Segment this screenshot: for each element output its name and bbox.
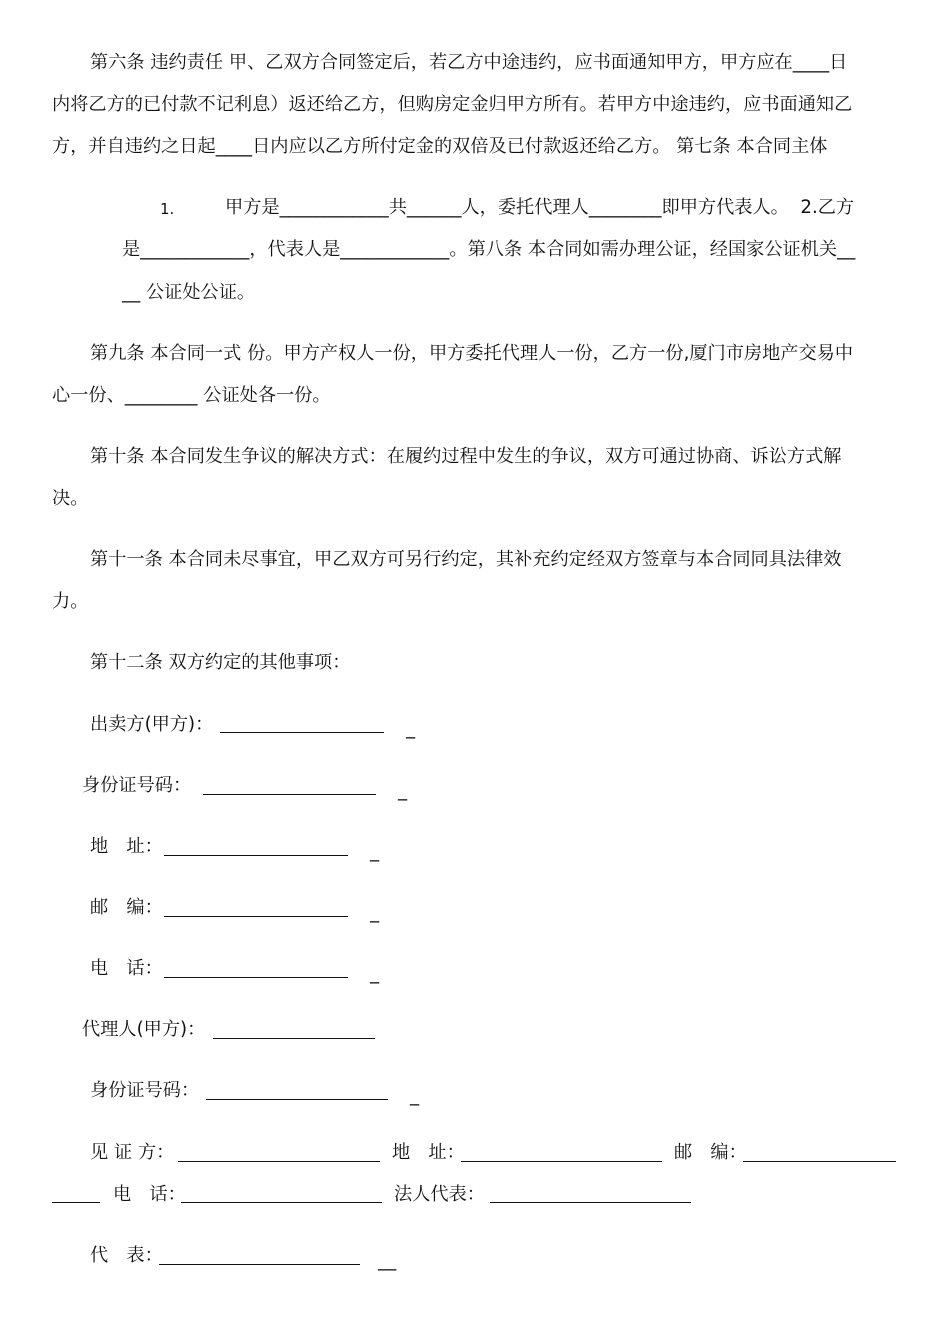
clause-7-number: 1.	[160, 200, 175, 218]
clause-7-line-1: 甲方是____________共______人，委托代理人________即甲方代表人。 2.乙方	[225, 197, 855, 218]
seller-id-label: 身份证号码：	[82, 775, 192, 796]
clause-6-line-1: 第六条 违约责任 甲、乙双方合同签定后，若乙方中途违约，应书面通知甲方，甲方应在____日	[90, 52, 848, 73]
seller-id-blank[interactable]	[203, 794, 376, 795]
clause-12: 第十二条 双方约定的其他事项：	[90, 652, 351, 673]
seller-label: 出卖方(甲方)：	[90, 714, 214, 735]
agent-label: 代理人(甲方)：	[82, 1019, 206, 1040]
clause-6-line-3: 方，并自违约之日起____日内应以乙方所付定金的双倍及已付款返还给乙方。 第七条 本合同主体	[52, 136, 828, 157]
rep-tail: __	[378, 1250, 397, 1271]
clause-9-line-2: 心一份、________ 公证处各一份。	[52, 385, 331, 406]
clause-11-line-2: 力。	[52, 591, 89, 612]
seller-id-tail: _	[398, 780, 408, 801]
legal-rep-blank[interactable]	[490, 1202, 691, 1203]
phone-label: 电 话：	[90, 958, 163, 979]
agent-id-blank[interactable]	[206, 1099, 388, 1100]
clause-7-line-2: 是____________，代表人是____________。第八条 本合同如需办理公证，经国家公证机关__	[122, 239, 856, 260]
witness-phone-label: 电 话：	[113, 1184, 186, 1205]
witness-address-label: 地 址：	[392, 1142, 465, 1163]
postcode-label: 邮 编：	[90, 897, 163, 918]
phone-blank[interactable]	[164, 977, 348, 978]
phone-tail: _	[370, 963, 380, 984]
seller-tail: _	[406, 718, 416, 739]
witness-label: 见 证 方：	[90, 1142, 175, 1163]
postcode-tail: _	[370, 902, 380, 923]
agent-id-tail: _	[410, 1085, 420, 1106]
clause-10-line-1: 第十条 本合同发生争议的解决方式：在履约过程中发生的争议，双方可通过协商、诉讼方式解	[90, 446, 842, 467]
rep-label: 代 表：	[90, 1245, 163, 1266]
clause-9-line-1: 第九条 本合同一式 份。甲方产权人一份，甲方委托代理人一份，乙方一份,厦门市房地产交易中	[90, 343, 854, 364]
address-blank[interactable]	[164, 855, 348, 856]
rep-blank[interactable]	[159, 1264, 360, 1265]
clause-10-line-2: 决。	[52, 488, 89, 509]
address-label: 地 址：	[90, 836, 163, 857]
witness-address-blank[interactable]	[461, 1161, 662, 1162]
witness-postcode-blank-continued[interactable]	[52, 1202, 100, 1203]
postcode-blank[interactable]	[164, 916, 348, 917]
witness-postcode-blank[interactable]	[743, 1161, 896, 1162]
seller-blank[interactable]	[220, 732, 384, 733]
address-tail: _	[370, 841, 380, 862]
witness-postcode-label: 邮 编：	[674, 1142, 747, 1163]
clause-7-line-3: __ 公证处公证。	[122, 282, 256, 303]
clause-6-line-2: 内将乙方的已付款不记利息）返还给乙方，但购房定金归甲方所有。若甲方中途违约，应书面通知乙	[52, 94, 853, 115]
agent-blank[interactable]	[213, 1038, 375, 1039]
legal-rep-label: 法人代表：	[394, 1184, 485, 1205]
clause-11-line-1: 第十一条 本合同未尽事宜，甲乙双方可另行约定，其补充约定经双方签章与本合同同具法律效	[90, 549, 842, 570]
witness-phone-blank[interactable]	[181, 1202, 382, 1203]
agent-id-label: 身份证号码：	[90, 1080, 200, 1101]
witness-blank[interactable]	[178, 1161, 380, 1162]
